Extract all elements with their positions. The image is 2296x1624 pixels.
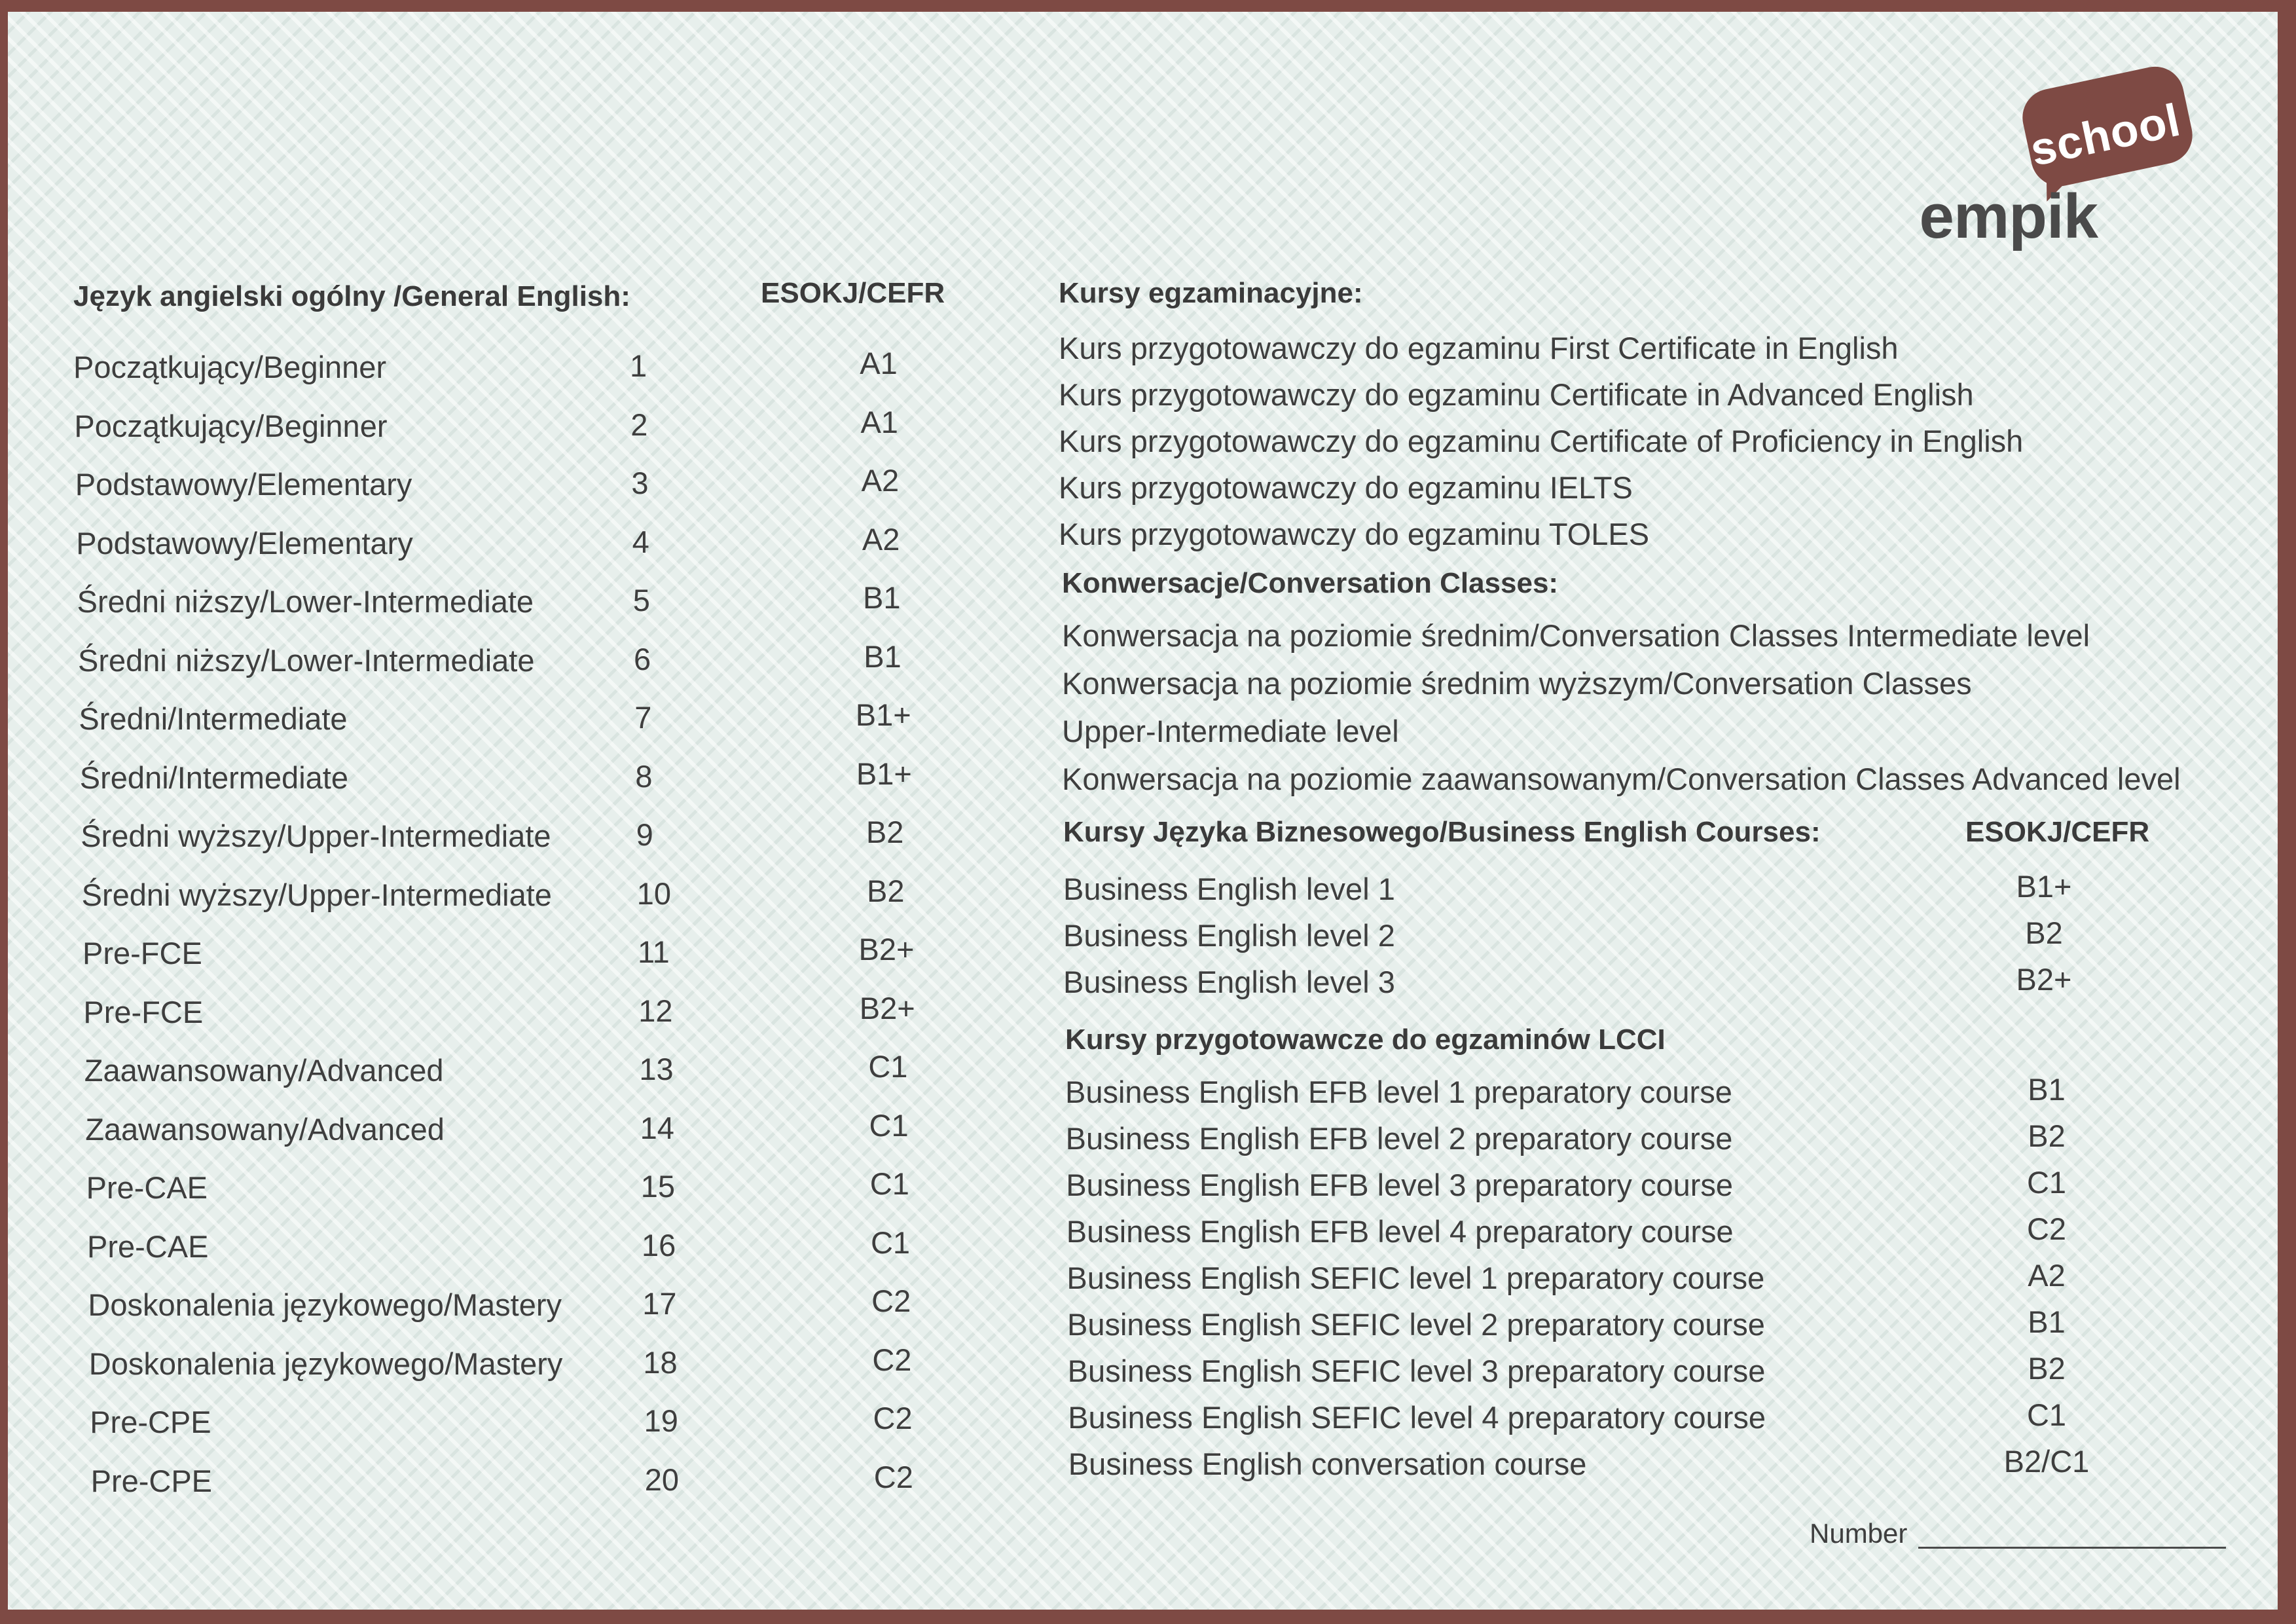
general-course-level: C1	[868, 1049, 908, 1084]
general-course-number: 16	[642, 1227, 676, 1263]
general-course-level: B2	[867, 873, 905, 908]
lcci-course-level: B2/C1	[2003, 1444, 2090, 1479]
general-course-name: Pre-CPE	[90, 1463, 213, 1498]
lcci-course-name: Business English EFB level 2 preparatory course	[1065, 1121, 1733, 1156]
general-course-level: B2	[866, 815, 904, 849]
general-course-level: A2	[861, 463, 900, 498]
exam-course-item: Kurs przygotowawczy do egzaminu TOLES	[1059, 517, 1650, 551]
general-course-level: C2	[872, 1342, 912, 1377]
general-course-name: Zaawansowany/Advanced	[84, 1053, 444, 1088]
general-course-number: 9	[636, 817, 653, 852]
general-course-number: 5	[632, 583, 650, 618]
general-course-level: B1	[863, 580, 901, 615]
general-course-number: 19	[644, 1403, 678, 1438]
general-course-number: 10	[636, 876, 672, 911]
exam-course-item: Kurs przygotowawczy do egzaminu First Certificate in English	[1059, 331, 1899, 365]
general-course-level: B1+	[856, 756, 912, 791]
lcci-course-name: Business English SEFIC level 3 preparatory course	[1067, 1354, 1766, 1388]
lcci-course-name: Business English SEFIC level 4 preparatory course	[1068, 1400, 1766, 1435]
number-line	[1918, 1547, 2226, 1549]
exam-courses-heading: Kursy egzaminacyjne:	[1059, 277, 1363, 309]
general-course-level: B2+	[858, 932, 915, 967]
general-course-name: Zaawansowany/Advanced	[85, 1111, 445, 1147]
general-course-number: 20	[644, 1462, 680, 1497]
general-course-level: C1	[869, 1107, 909, 1143]
lcci-course-level: B2	[2028, 1351, 2066, 1386]
general-course-name: Początkujący/Beginner	[73, 350, 387, 384]
general-cefr-heading: ESOKJ/CEFR	[761, 277, 945, 309]
general-course-name: Doskonalenia językowego/Mastery	[88, 1287, 562, 1322]
lcci-course-name: Business English SEFIC level 2 preparatory course	[1067, 1307, 1765, 1342]
general-course-name: Podstawowy/Elementary	[76, 525, 413, 561]
business-course-level: B2+	[2016, 962, 2072, 997]
lcci-course-level: B1	[2028, 1304, 2066, 1339]
conversation-item: Konwersacja na poziomie średnim wyższym/Conversation Classes	[1062, 666, 1972, 701]
lcci-course-name: Business English conversation course	[1068, 1447, 1587, 1481]
general-course-number: 14	[640, 1110, 674, 1145]
general-course-number: 2	[630, 407, 648, 442]
general-course-name: Pre-CAE	[86, 1170, 208, 1205]
general-course-name: Pre-FCE	[83, 994, 204, 1029]
general-course-name: Średni/Intermediate	[79, 760, 348, 795]
general-course-name: Podstawowy/Elementary	[75, 467, 412, 502]
exam-course-item: Kurs przygotowawczy do egzaminu Certificate of Proficiency in English	[1059, 424, 2024, 458]
general-course-name: Średni wyższy/Upper-Intermediate	[81, 877, 552, 912]
general-course-level: A1	[860, 346, 898, 380]
general-course-name: Średni niższy/Lower-Intermediate	[77, 584, 534, 619]
business-course-name: Business English level 1	[1063, 872, 1395, 906]
lcci-course-name: Business English SEFIC level 1 preparatory course	[1066, 1261, 1765, 1295]
lcci-course-level: C1	[2026, 1397, 2067, 1432]
conversation-item: Konwersacja na poziomie zaawansowanym/Conversation Classes Advanced level	[1062, 762, 2181, 796]
general-course-name: Pre-CAE	[87, 1228, 209, 1264]
lcci-course-level: C1	[2026, 1165, 2067, 1200]
lcci-course-level: B1	[2028, 1072, 2066, 1107]
general-course-number: 8	[635, 758, 653, 794]
general-course-name: Średni/Intermediate	[79, 701, 348, 736]
lcci-course-level: C2	[2026, 1211, 2067, 1246]
general-course-level: B1+	[855, 697, 911, 732]
number-label: Number	[1810, 1518, 1908, 1549]
general-course-number: 1	[630, 348, 647, 383]
conversation-item: Konwersacja na poziomie średnim/Conversation Classes Intermediate level	[1062, 618, 2090, 653]
general-course-level: C2	[873, 1401, 913, 1435]
general-course-number: 7	[634, 700, 652, 735]
general-course-level: B1	[864, 638, 902, 674]
general-course-level: B2+	[859, 990, 915, 1025]
general-course-number: 17	[642, 1286, 677, 1321]
conversation-heading: Konwersacje/Conversation Classes:	[1062, 567, 1559, 599]
general-course-number: 18	[643, 1344, 678, 1380]
general-course-number: 13	[639, 1052, 674, 1086]
general-course-name: Pre-CPE	[90, 1405, 211, 1439]
general-english-heading: Język angielski ogólny /General English:	[73, 280, 630, 312]
empik-school-logo	[1895, 64, 2196, 261]
general-course-level: C2	[871, 1283, 911, 1318]
certificate-sheet	[8, 12, 2278, 1610]
general-course-number: 11	[638, 934, 670, 969]
general-course-level: C1	[869, 1166, 909, 1201]
lcci-course-name: Business English EFB level 1 preparatory course	[1065, 1075, 1732, 1109]
conversation-item: Upper-Intermediate level	[1062, 714, 1399, 748]
business-english-heading: Kursy Języka Biznesowego/Business English Courses:	[1063, 816, 1821, 848]
business-course-name: Business English level 2	[1063, 918, 1395, 953]
exam-course-item: Kurs przygotowawczy do egzaminu IELTS	[1059, 470, 1633, 505]
general-course-name: Średni wyższy/Upper-Intermediate	[81, 819, 551, 853]
business-course-name: Business English level 3	[1063, 965, 1395, 999]
general-course-number: 4	[632, 524, 649, 559]
logo-empik-text: empik	[1919, 181, 2098, 251]
general-course-number: 15	[640, 1169, 676, 1204]
general-course-level: C2	[873, 1459, 913, 1494]
lcci-heading: Kursy przygotowawcze do egzaminów LCCI	[1065, 1024, 1666, 1056]
general-course-name: Początkujący/Beginner	[74, 408, 388, 443]
business-cefr-heading: ESOKJ/CEFR	[1965, 816, 2150, 848]
general-course-level: A1	[860, 404, 898, 439]
lcci-course-level: A2	[2028, 1258, 2066, 1293]
exam-course-item: Kurs przygotowawczy do egzaminu Certificate in Advanced English	[1059, 377, 1974, 412]
general-course-number: 3	[631, 466, 649, 500]
lcci-course-name: Business English EFB level 4 preparatory course	[1066, 1214, 1734, 1249]
logo-school-text: school	[2026, 94, 2185, 176]
lcci-course-name: Business English EFB level 3 preparatory course	[1066, 1168, 1734, 1202]
general-course-number: 12	[638, 993, 673, 1028]
business-course-level: B1+	[2016, 869, 2072, 904]
general-course-level: A2	[862, 521, 900, 557]
business-course-level: B2	[2025, 915, 2063, 950]
lcci-course-level: B2	[2028, 1118, 2066, 1153]
general-course-name: Doskonalenia językowego/Mastery	[88, 1346, 563, 1381]
general-course-name: Pre-FCE	[82, 936, 202, 970]
general-course-name: Średni niższy/Lower-Intermediate	[78, 642, 535, 678]
general-course-level: C1	[870, 1225, 911, 1260]
general-course-number: 6	[634, 641, 651, 676]
